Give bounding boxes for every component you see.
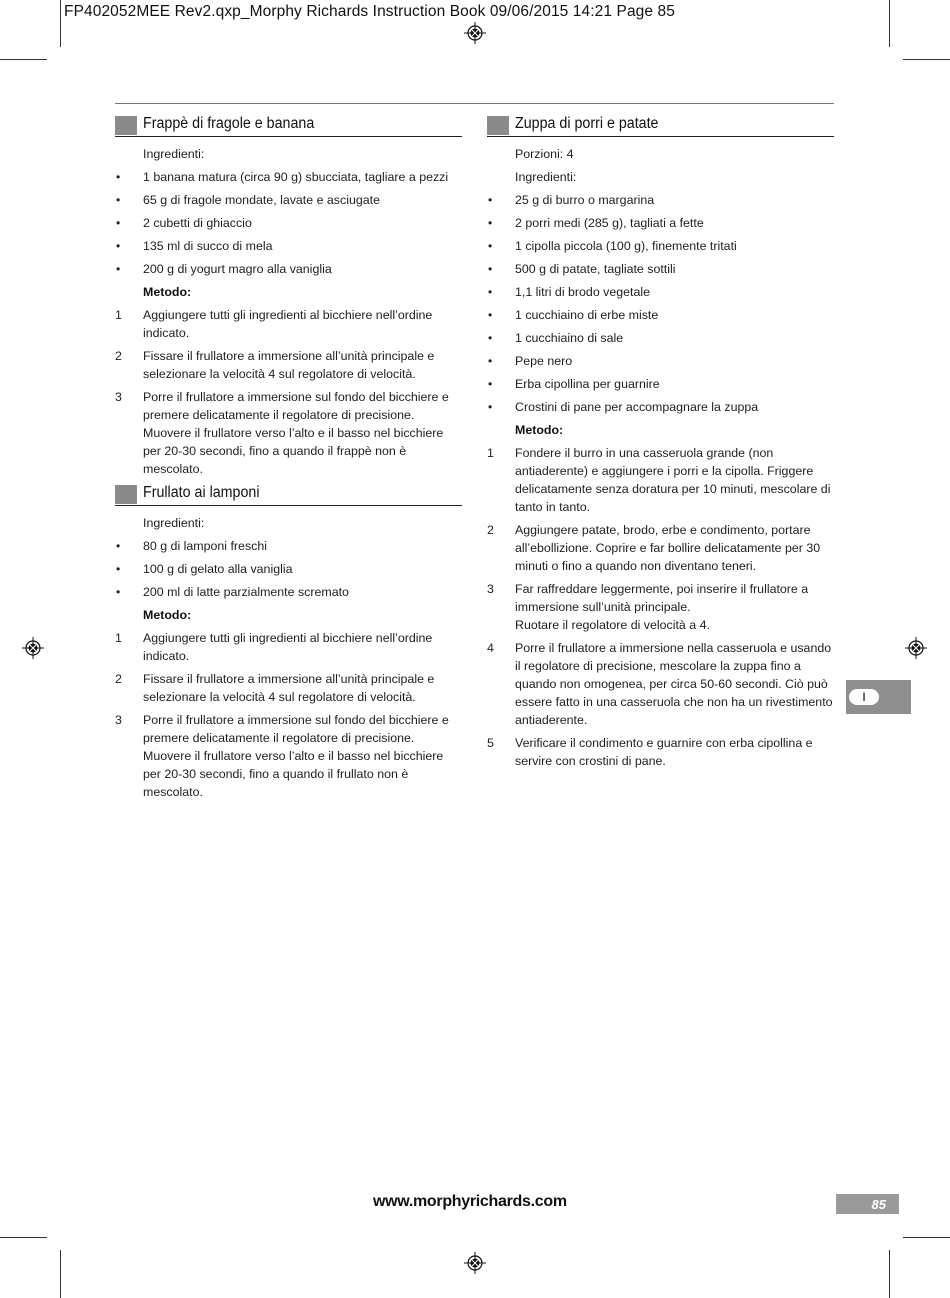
bullet-icon: • [488, 354, 493, 368]
step-number: 2 [115, 349, 122, 363]
bullet-icon: • [488, 262, 493, 276]
heading-marker [115, 116, 137, 135]
method-label: Metodo: [143, 285, 192, 299]
bullet-icon: • [488, 285, 493, 299]
servings: Porzioni: 4 [515, 147, 574, 161]
bullet-icon: • [116, 193, 121, 207]
crop-mark [903, 59, 950, 60]
step-item: 2 Fissare il frullatore a immersione all’unità principale e selezionare la velocità 4 sul regolatore di velocità. [115, 349, 435, 381]
step-item: 3 Porre il frullatore a immersione sul fondo del bicchiere e premere delicatamente il regolatore di precisione. Muovere il frullatore verso l’alto e il basso nel bicchiere per 20-30 secondi, fino a quando il frullato non è mescolato. [115, 713, 449, 799]
step-item: 2 Aggiungere patate, brodo, erbe e condimento, portare all’ebollizione. Coprire e far bollire delicatamente per 30 minuti o fino a quando non diventano teneri. [487, 523, 821, 573]
bullet-icon: • [488, 377, 493, 391]
step-number: 4 [487, 641, 494, 655]
section-heading [115, 483, 462, 506]
step-number: 1 [115, 631, 122, 645]
section-title: Zuppa di porri e patate [515, 115, 659, 132]
step-item: 1 Fondere il burro in una casseruola grande (non antiaderente) e aggiungere i porri e la cipolla. Friggere delicatamente senza doratura per 10 minuti, mescolare di tanto in tanto. [487, 446, 831, 514]
bullet-icon: • [488, 400, 493, 414]
crop-mark [60, 0, 61, 47]
right-column [487, 114, 834, 775]
step-number: 1 [487, 446, 494, 460]
list-item: • Pepe nero [488, 354, 573, 368]
ingredients-label: Ingredienti: [143, 147, 205, 161]
step-number: 1 [115, 308, 122, 322]
method-label: Metodo: [515, 423, 564, 437]
step-item: 5 Verificare il condimento e guarnire con erba cipollina e servire con crostini di pane. [487, 736, 813, 768]
heading-marker [487, 116, 509, 135]
list-item: • 1 cipolla piccola (100 g), finemente tritati [488, 239, 737, 253]
left-column [115, 114, 462, 806]
list-item: • 1 cucchiaino di erbe miste [488, 308, 659, 322]
bullet-icon: • [488, 239, 493, 253]
step-item: 1 Aggiungere tutti gli ingredienti al bicchiere nell’ordine indicato. [115, 308, 433, 340]
step-number: 3 [487, 582, 494, 596]
registration-mark-icon [905, 637, 927, 659]
bullet-icon: • [116, 585, 121, 599]
crop-mark [889, 1250, 890, 1298]
crop-mark [0, 59, 47, 60]
registration-mark-icon [22, 637, 44, 659]
list-item: • 1 banana matura (circa 90 g) sbucciata, tagliare a pezzi [116, 170, 449, 184]
top-rule [115, 103, 834, 104]
heading-marker [115, 485, 137, 504]
bullet-icon: • [116, 216, 121, 230]
list-item: • 2 porri medi (285 g), tagliati a fette [488, 216, 704, 230]
language-tab [846, 680, 911, 714]
page-number: 85 [871, 1197, 886, 1212]
bullet-icon: • [116, 239, 121, 253]
section-heading [115, 114, 462, 137]
page-number-box [836, 1194, 899, 1214]
section-title: Frullato ai lamponi [143, 484, 260, 501]
footer-website: www.morphyrichards.com [373, 1193, 567, 1210]
list-item: • 135 ml di succo di mela [116, 239, 273, 253]
step-number: 2 [487, 523, 494, 537]
bullet-icon: • [116, 562, 121, 576]
list-item: • 2 cubetti di ghiaccio [116, 216, 252, 230]
crop-mark [60, 1250, 61, 1298]
bullet-icon: • [488, 308, 493, 322]
registration-mark-icon [464, 1252, 486, 1274]
step-item: 3 Porre il frullatore a immersione sul fondo del bicchiere e premere delicatamente il regolatore di precisione. Muovere il frullatore verso l’alto e il basso nel bicchiere per 20-30 secondi, fino a quando il frappè non è mescolato. [115, 390, 449, 476]
list-item: • Crostini di pane per accompagnare la zuppa [488, 400, 759, 414]
language-code: I [849, 689, 879, 705]
crop-mark [0, 1237, 47, 1238]
bullet-icon: • [488, 216, 493, 230]
step-number: 2 [115, 672, 122, 686]
ingredients-label: Ingredienti: [515, 170, 577, 184]
list-item: • 200 ml di latte parzialmente scremato [116, 585, 349, 599]
registration-mark-icon [464, 22, 486, 44]
bullet-icon: • [488, 331, 493, 345]
list-item: • 80 g di lamponi freschi [116, 539, 267, 553]
step-item: 2 Fissare il frullatore a immersione all’unità principale e selezionare la velocità 4 sul regolatore di velocità. [115, 672, 435, 704]
list-item: • 1,1 litri di brodo vegetale [488, 285, 651, 299]
list-item: • 200 g di yogurt magro alla vaniglia [116, 262, 332, 276]
step-number: 5 [487, 736, 494, 750]
section-title: Frappè di fragole e banana [143, 115, 315, 132]
step-item: 1 Aggiungere tutti gli ingredienti al bicchiere nell’ordine indicato. [115, 631, 433, 663]
list-item: • 100 g di gelato alla vaniglia [116, 562, 293, 576]
bullet-icon: • [116, 539, 121, 553]
step-item: 4 Porre il frullatore a immersione nella casseruola e usando il regolatore di precisione, mescolare la zuppa fino a quando non omogenea, per circa 50-60 secondi. Ciò può essere fatto in una casseruola che non ha un rivestimento antiaderente. [487, 641, 833, 727]
list-item: • 1 cucchiaino di sale [488, 331, 624, 345]
step-item: 3 Far raffreddare leggermente, poi inserire il frullatore a immersione sull’unità principale. Ruotare il regolatore di velocità a 4. [487, 582, 809, 632]
step-number: 3 [115, 390, 122, 404]
crop-mark [903, 1237, 950, 1238]
step-number: 3 [115, 713, 122, 727]
list-item: • 65 g di fragole mondate, lavate e asciugate [116, 193, 380, 207]
bullet-icon: • [116, 262, 121, 276]
method-label: Metodo: [143, 608, 192, 622]
section-heading [487, 114, 834, 137]
ingredients-label: Ingredienti: [143, 516, 205, 530]
bullet-icon: • [488, 193, 493, 207]
list-item: • 25 g di burro o margarina [488, 193, 655, 207]
list-item: • 500 g di patate, tagliate sottili [488, 262, 676, 276]
print-slug: FP402052MEE Rev2.qxp_Morphy Richards Instruction Book 09/06/2015 14:21 Page 85 [64, 3, 675, 20]
bullet-icon: • [116, 170, 121, 184]
crop-mark [889, 0, 890, 47]
list-item: • Erba cipollina per guarnire [488, 377, 660, 391]
